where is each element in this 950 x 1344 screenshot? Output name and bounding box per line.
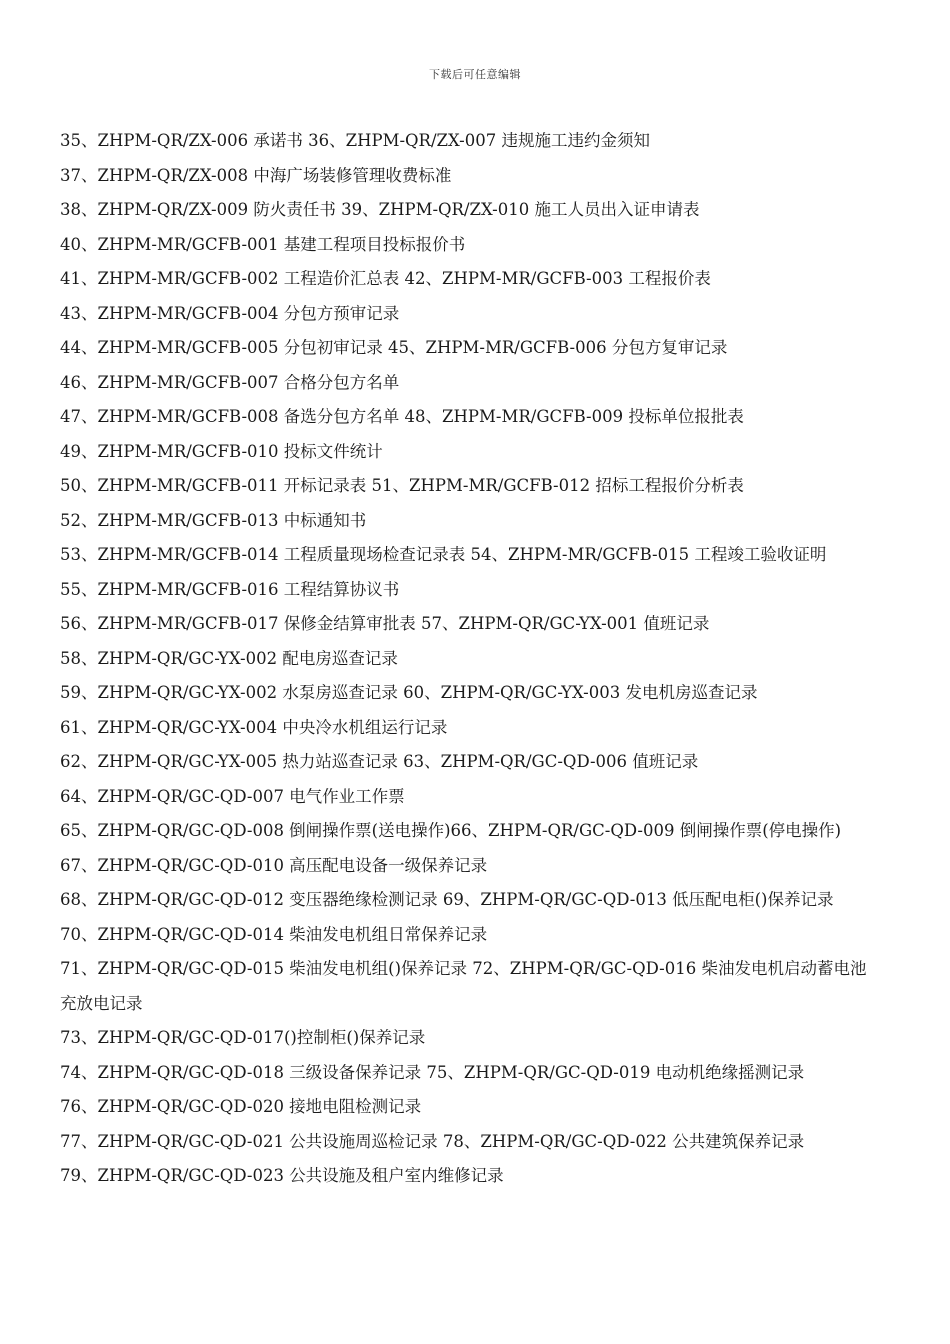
list-item: 79、ZHPM-QR/GC-QD-023 公共设施及租户室内维修记录: [60, 1166, 504, 1185]
list-item: 70、ZHPM-QR/GC-QD-014 柴油发电机组日常保养记录: [60, 924, 488, 944]
list-item: 55、ZHPM-MR/GCFB-016 工程结算协议书: [60, 579, 400, 599]
list-item: 65、ZHPM-QR/GC-QD-008 倒闸操作票(送电操作)66、ZHPM-QR/GC-QD-009 倒闸操作票(停电操作): [60, 821, 842, 840]
document-body: [60, 124, 890, 1194]
list-item: 37、ZHPM-QR/ZX-008 中海广场装修管理收费标准: [60, 165, 452, 185]
list-item: 67、ZHPM-QR/GC-QD-010 高压配电设备一级保养记录: [60, 855, 488, 875]
list-item: 74、ZHPM-QR/GC-QD-018 三级设备保养记录 75、ZHPM-QR/GC-QD-019 电动机绝缘摇测记录: [60, 1062, 805, 1082]
list-item-continuation: 充放电记录: [60, 993, 143, 1013]
list-item: 47、ZHPM-MR/GCFB-008 备选分包方名单 48、ZHPM-MR/GCFB-009 投标单位报批表: [60, 407, 744, 426]
list-item: 40、ZHPM-MR/GCFB-001 基建工程项目投标报价书: [60, 234, 466, 254]
list-item: 58、ZHPM-QR/GC-YX-002 配电房巡查记录: [60, 648, 398, 668]
list-item: 53、ZHPM-MR/GCFB-014 工程质量现场检查记录表 54、ZHPM-MR/GCFB-015 工程竣工验收证明: [60, 545, 827, 564]
page-header: 下载后可任意编辑: [429, 68, 521, 81]
list-item: 62、ZHPM-QR/GC-YX-005 热力站巡查记录 63、ZHPM-QR/GC-QD-006 值班记录: [60, 752, 699, 771]
list-item: 52、ZHPM-MR/GCFB-013 中标通知书: [60, 510, 367, 530]
list-item: 44、ZHPM-MR/GCFB-005 分包初审记录 45、ZHPM-MR/GCFB-006 分包方复审记录: [60, 338, 728, 357]
list-item: 49、ZHPM-MR/GCFB-010 投标文件统计: [60, 441, 383, 461]
list-item: 59、ZHPM-QR/GC-YX-002 水泵房巡查记录 60、ZHPM-QR/GC-YX-003 发电机房巡查记录: [60, 683, 758, 702]
list-item: 56、ZHPM-MR/GCFB-017 保修金结算审批表 57、ZHPM-QR/GC-YX-001 值班记录: [60, 614, 710, 633]
list-item: 64、ZHPM-QR/GC-QD-007 电气作业工作票: [60, 786, 405, 806]
list-item: 46、ZHPM-MR/GCFB-007 合格分包方名单: [60, 372, 400, 392]
list-item: 43、ZHPM-MR/GCFB-004 分包方预审记录: [60, 303, 400, 323]
list-item: 35、ZHPM-QR/ZX-006 承诺书 36、ZHPM-QR/ZX-007 违规施工违约金须知: [60, 131, 650, 150]
list-item: 41、ZHPM-MR/GCFB-002 工程造价汇总表 42、ZHPM-MR/GCFB-003 工程报价表: [60, 269, 711, 288]
list-item: 77、ZHPM-QR/GC-QD-021 公共设施周巡检记录 78、ZHPM-QR/GC-QD-022 公共建筑保养记录: [60, 1131, 805, 1151]
list-item: 73、ZHPM-QR/GC-QD-017()控制柜()保养记录: [60, 1028, 426, 1047]
list-item: 61、ZHPM-QR/GC-YX-004 中央冷水机组运行记录: [60, 717, 448, 737]
list-item: 76、ZHPM-QR/GC-QD-020 接地电阻检测记录: [60, 1097, 422, 1116]
list-item: 38、ZHPM-QR/ZX-009 防火责任书 39、ZHPM-QR/ZX-010 施工人员出入证申请表: [60, 200, 700, 219]
list-item: 50、ZHPM-MR/GCFB-011 开标记录表 51、ZHPM-MR/GCFB-012 招标工程报价分析表: [60, 476, 744, 495]
list-item: 71、ZHPM-QR/GC-QD-015 柴油发电机组()保养记录 72、ZHPM-QR/GC-QD-016 柴油发电机启动蓄电池: [60, 959, 867, 978]
list-item: 68、ZHPM-QR/GC-QD-012 变压器绝缘检测记录 69、ZHPM-QR/GC-QD-013 低压配电柜()保养记录: [60, 890, 834, 909]
